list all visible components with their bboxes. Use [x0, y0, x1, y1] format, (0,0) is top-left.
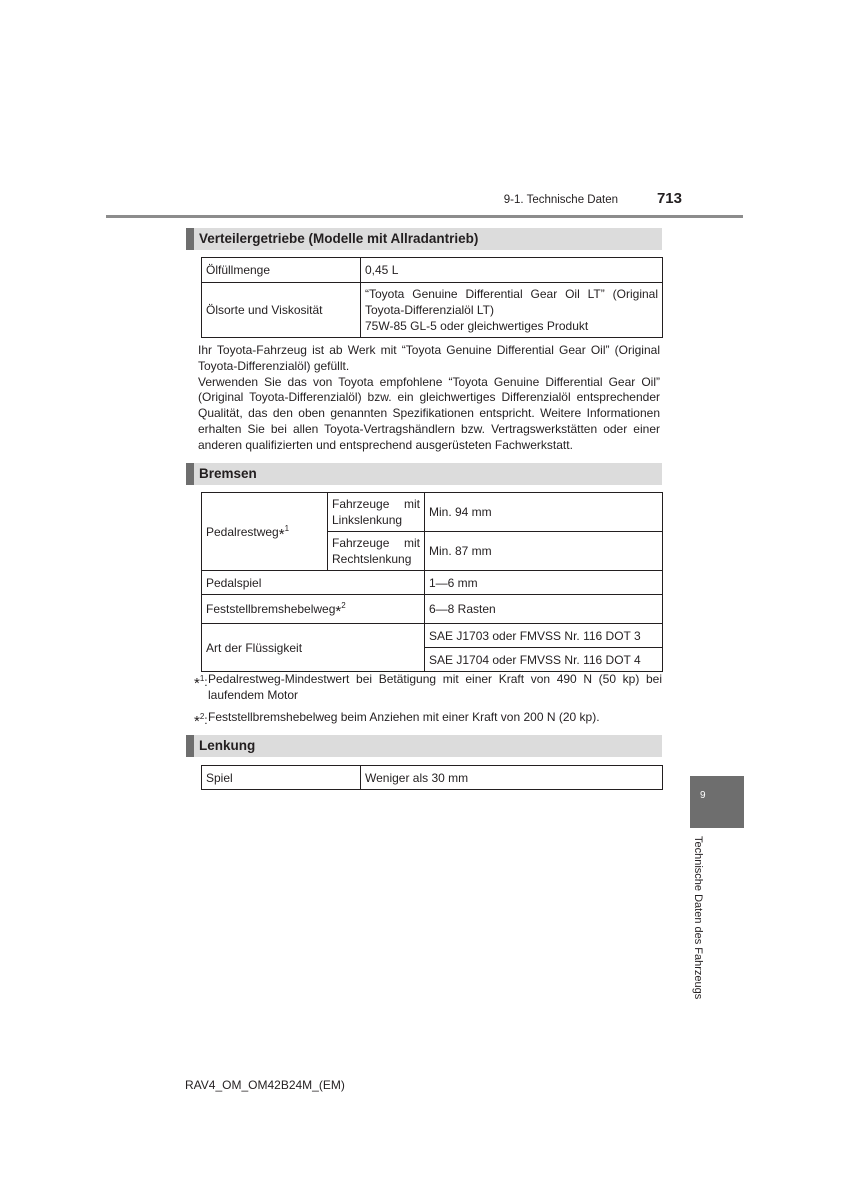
- section-heading-brakes: Bremsen: [186, 463, 662, 485]
- fluid-type-label: Art der Flüssigkeit: [202, 624, 425, 672]
- asterisk-icon: *: [278, 525, 285, 543]
- lhd-value: Min. 94 mm: [425, 493, 663, 532]
- pedal-reserve-label: Pedalrestweg*$^1$: [202, 493, 328, 571]
- transfer-case-notes: [198, 343, 660, 454]
- chapter-number: 9: [700, 790, 706, 801]
- play-label: Spiel: [202, 766, 361, 790]
- asterisk-icon: *: [194, 675, 200, 692]
- oil-capacity-value: 0,45 L: [361, 258, 663, 283]
- steering-table: [201, 765, 663, 790]
- table-row: [202, 258, 663, 283]
- play-value: Weniger als 30 mm: [361, 766, 663, 790]
- table-row: [202, 571, 663, 595]
- pedal-play-label: Pedalspiel: [202, 571, 425, 595]
- oil-type-value: [361, 283, 663, 338]
- oil-type-line: “Toyota Genuine Differential Gear Oil LT” (Original: [365, 287, 658, 301]
- paragraph: Ihr Toyota-Fahrzeug ist ab Werk mit “Toyota Genuine Differential Gear Oil” (Original Toyota-Differenzialöl) gefüllt.: [198, 343, 660, 373]
- asterisk-icon: *: [335, 603, 342, 620]
- parking-brake-value: 6—8 Rasten: [425, 595, 663, 624]
- fluid-type-value: SAE J1704 oder FMVSS Nr. 116 DOT 4: [425, 648, 663, 672]
- table-row: [202, 595, 663, 624]
- chapter-title: Technische Daten des Fahrzeugs: [692, 836, 704, 1000]
- oil-type-line: Toyota-Differenzialöl LT): [365, 303, 494, 317]
- oil-capacity-label: Ölfüllmenge: [202, 258, 361, 283]
- section-heading-steering: Lenkung: [186, 735, 662, 757]
- page-number: 713: [656, 190, 682, 207]
- oil-type-label: Ölsorte und Viskosität: [202, 283, 361, 338]
- rhd-label: Fahrzeuge mit Rechtslenkung: [328, 532, 425, 571]
- pedal-play-value: 1—6 mm: [425, 571, 663, 595]
- brakes-table: [201, 492, 663, 672]
- table-row: [202, 283, 663, 338]
- paragraph: Verwenden Sie das von Toyota empfohlene “Toyota Genuine Differential Gear Oil” (Original Toyota-Differenzialöl) bzw. ein gleichwertiges Differenzialöl entsprechender Qualität, das den oben genannten Spezifikationen entspricht. Weitere Informationen erhalten Sie bei allen Toyota-Vertragshändlern bzw. Vertragswerkstätten oder einer anderen qualifizierten und entsprechend ausgerüsteten Fachwerkstatt.: [198, 374, 660, 452]
- table-row: [202, 624, 663, 648]
- table-row: [202, 766, 663, 790]
- transfer-case-table: [201, 257, 663, 338]
- footer-code: RAV4_OM_OM42B24M_(EM): [185, 1078, 345, 1092]
- footnote-1: *$^1$: Pedalrestweg-Mindestwert bei Betätigung mit einer Kraft von 490 N (50 kp) bei laufendem Motor: [194, 672, 662, 702]
- rhd-value: Min. 87 mm: [425, 532, 663, 571]
- running-header-section: 9-1. Technische Daten: [503, 194, 618, 206]
- header-rule: [106, 215, 743, 218]
- parking-brake-label: Feststellbremshebelweg*$^2$: [202, 595, 425, 624]
- section-heading-transfer-case: Verteilergetriebe (Modelle mit Allradantrieb): [186, 228, 662, 250]
- oil-type-line: 75W-85 GL-5 oder gleichwertiges Produkt: [365, 319, 589, 333]
- asterisk-icon: *: [194, 713, 200, 730]
- fluid-type-value: SAE J1703 oder FMVSS Nr. 116 DOT 3: [425, 624, 663, 648]
- footnote-2: *$^2$: Feststellbremshebelweg beim Anziehen mit einer Kraft von 200 N (20 kp).: [194, 710, 600, 730]
- lhd-label: Fahrzeuge mit Linkslenkung: [328, 493, 425, 532]
- table-row: [202, 493, 663, 532]
- chapter-tab: [690, 776, 744, 828]
